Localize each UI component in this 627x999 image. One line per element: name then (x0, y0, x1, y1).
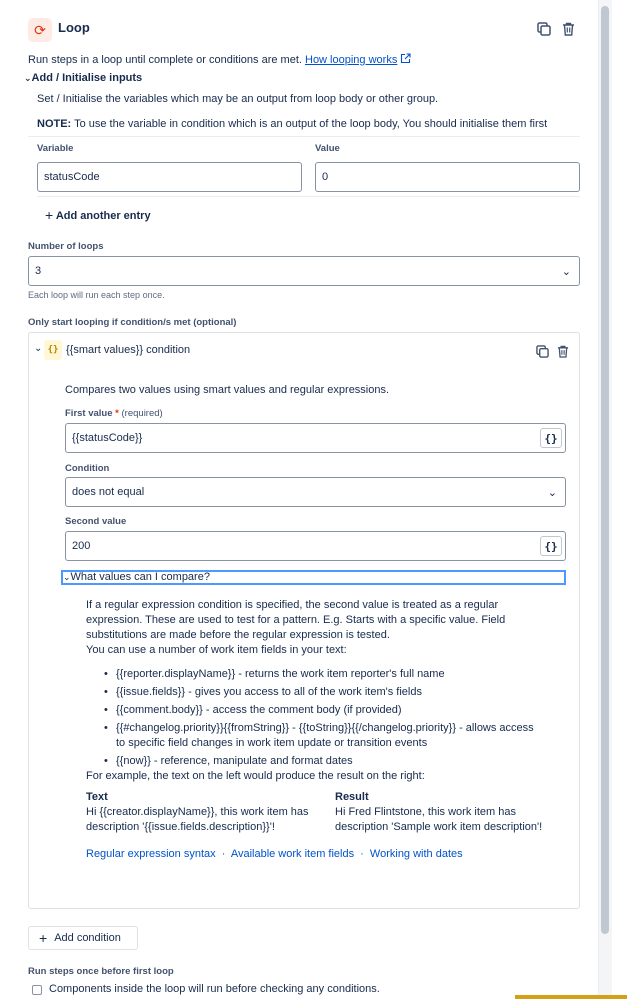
list-item: {{#changelog.priority}}{{fromString}} - {{toString}}{{/changelog.priority}} - allows access (116, 722, 534, 734)
init-toggle-label: Add / Initialise inputs (31, 72, 143, 84)
value-input[interactable]: 0 (315, 162, 580, 192)
divider (28, 136, 580, 137)
smart-values-icon: {} (44, 340, 62, 360)
init-description: Set / Initialise the variables which may be an output from loop body or other group. (37, 93, 439, 105)
smart-value-button[interactable]: {} (540, 428, 562, 448)
chevron-down-icon: ⌄ (547, 486, 557, 499)
loops-label: Number of loops (28, 241, 104, 252)
note-label: NOTE: (37, 118, 72, 130)
add-entry-label: Add another entry (55, 210, 151, 222)
add-condition-label: Add condition (54, 932, 121, 944)
bullet-dot: • (104, 755, 108, 767)
first-value-text: {{statusCode}} (72, 432, 143, 444)
chevron-down-icon[interactable]: ⌄ (34, 343, 43, 354)
list-item: {{comment.body}} - access the comment body (if provided) (116, 704, 402, 716)
scrollbar-thumb[interactable] (601, 6, 609, 934)
plus-icon: + (39, 930, 48, 946)
conditions-label: Only start looping if condition/s met (optional) (28, 317, 237, 328)
run-once-checkbox[interactable] (32, 985, 42, 995)
help-toggle-label: What values can I compare? (70, 571, 210, 583)
required-text: (required) (121, 408, 163, 419)
chevron-down-icon: ⌄ (63, 572, 71, 582)
first-value-label-text: First value (65, 408, 113, 419)
separator: · (360, 848, 364, 860)
external-link-icon (400, 53, 411, 64)
variable-input[interactable]: statusCode (37, 162, 302, 192)
second-value-label: Second value (65, 516, 127, 527)
loops-select[interactable] (28, 256, 580, 286)
delete-icon[interactable] (559, 20, 577, 38)
example-text: Hi {{creator.displayName}}, this work item has (86, 806, 309, 818)
help-paragraph: You can use a number of work item fields in your text: (86, 644, 347, 656)
plus-icon: + (45, 207, 54, 223)
condition-field-label: Condition (65, 463, 110, 474)
example-result: Hi Fred Flintstone, this work item has (335, 806, 516, 818)
help-links (86, 848, 463, 860)
value-column-label: Value (315, 143, 340, 154)
duplicate-icon[interactable] (533, 342, 551, 360)
list-item: {{reporter.displayName}} - returns the work item reporter's full name (116, 668, 445, 680)
loop-icon: ⟳ (28, 18, 52, 42)
chevron-down-icon: ⌄ (561, 265, 571, 278)
note-text: To use the variable in condition which is an output of the loop body, You should initialise them first (74, 118, 548, 130)
chevron-down-icon: ⌄ (24, 73, 32, 83)
condition-description: Compares two values using smart values and regular expressions. (65, 384, 390, 396)
loops-value: 3 (35, 265, 42, 277)
required-star: * (115, 408, 119, 419)
variable-column-label: Variable (37, 143, 74, 154)
init-toggle[interactable] (24, 72, 142, 84)
duplicate-icon[interactable] (535, 20, 553, 38)
bullet-dot: • (104, 722, 108, 734)
intro-description: Run steps in a loop until complete or conditions are met. (28, 54, 302, 66)
help-paragraph: If a regular expression condition is specified, the second value is treated as a regular (86, 599, 499, 611)
working-with-dates-link[interactable]: Working with dates (369, 848, 463, 860)
regex-syntax-link[interactable]: Regular expression syntax (86, 848, 216, 860)
run-once-checkbox-text: Components inside the loop will run before checking any conditions. (49, 983, 380, 995)
add-condition-button[interactable] (28, 926, 138, 950)
first-value-input[interactable] (65, 423, 566, 453)
example-intro: For example, the text on the left would produce the result on the right: (86, 770, 425, 782)
page-title: Loop (58, 20, 90, 35)
condition-select-value: does not equal (72, 486, 145, 498)
example-text: description '{{issue.fields.description}}'! (86, 821, 275, 833)
help-paragraph: expression. These are used to test for a pattern. E.g. Starts with a specific value. Field (86, 614, 506, 626)
divider (37, 196, 580, 197)
smart-value-button[interactable]: {} (540, 536, 562, 556)
separator: · (221, 848, 226, 860)
list-item: {{now}} - reference, manipulate and format dates (116, 755, 353, 767)
intro-text (28, 53, 411, 66)
bullet-dot: • (104, 668, 108, 680)
run-once-label: Run steps once before first loop (28, 966, 174, 977)
delete-icon[interactable] (554, 342, 572, 360)
list-item-continued: to specific field changes in work item update or transition events (116, 737, 428, 749)
second-value-text: 200 (72, 540, 91, 552)
work-item-fields-link[interactable]: Available work item fields (230, 848, 355, 860)
add-entry-button[interactable] (45, 207, 151, 223)
second-value-input[interactable] (65, 531, 566, 561)
result-column-header: Result (335, 791, 369, 803)
bullet-dot: • (104, 686, 108, 698)
list-item: {{issue.fields}} - gives you access to all of the work item's fields (116, 686, 422, 698)
init-note (37, 118, 547, 130)
condition-select[interactable] (65, 477, 566, 507)
loops-helper: Each loop will run each step once. (28, 290, 165, 300)
how-looping-works-link[interactable]: How looping works (305, 54, 398, 66)
example-result: description 'Sample work item description'! (335, 821, 543, 833)
help-paragraph: substitutions are made before the regular expression is tested. (86, 629, 390, 641)
bottom-accent-bar (515, 995, 627, 999)
text-column-header: Text (86, 791, 108, 803)
condition-title: {{smart values}} condition (66, 344, 191, 356)
bullet-dot: • (104, 704, 108, 716)
help-toggle[interactable] (61, 570, 566, 585)
first-value-label (65, 408, 163, 419)
